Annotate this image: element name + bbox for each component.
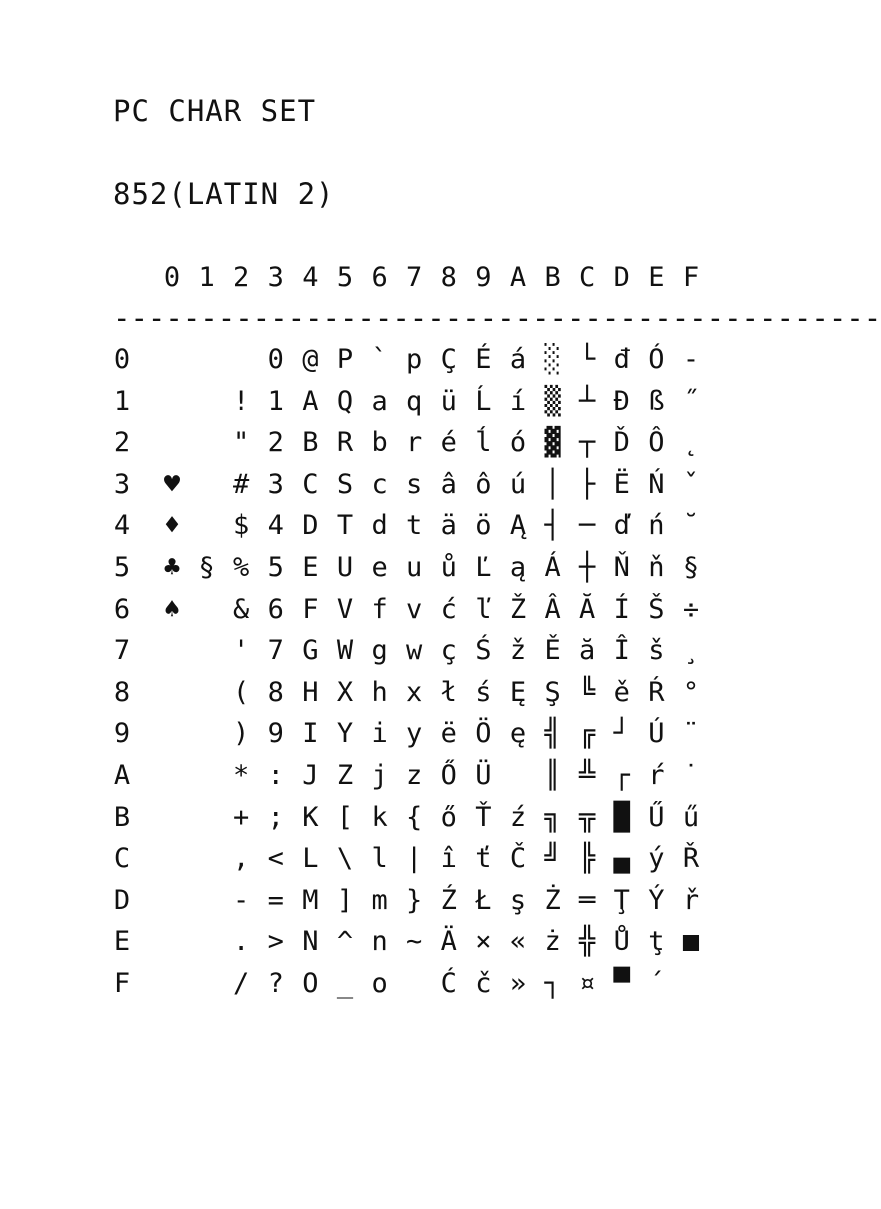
char-cell-1e xyxy=(190,923,224,961)
column-header-f: F xyxy=(682,262,700,293)
column-header-4: 4 xyxy=(302,262,319,293)
char-cell-06: ♠ xyxy=(163,593,181,625)
char-cell-97: Ś xyxy=(475,635,492,667)
char-cell-40: @ xyxy=(302,344,319,375)
char-cell-c1: ┴ xyxy=(579,385,596,417)
char-cell-aa xyxy=(501,757,535,795)
char-cell-47: G xyxy=(302,635,319,667)
char-cell-81: ü xyxy=(440,385,457,417)
char-cell-e1: ß xyxy=(648,385,665,417)
char-cell-6c: l xyxy=(371,843,388,875)
char-cell-0e xyxy=(155,923,189,961)
char-cell-e3: Ń xyxy=(648,468,665,500)
char-cell-69: i xyxy=(371,718,388,750)
char-cell-7b: { xyxy=(406,801,423,833)
char-cell-56: V xyxy=(336,593,354,625)
char-cell-61: a xyxy=(371,385,388,417)
char-cell-82: é xyxy=(440,427,457,459)
row-header-6: 6 xyxy=(113,593,131,625)
char-cell-0d xyxy=(155,882,189,920)
column-header-d: D xyxy=(613,262,630,293)
char-cell-d7: Î xyxy=(613,635,630,667)
char-cell-a6: Ž xyxy=(509,593,527,625)
char-cell-5e: ^ xyxy=(336,926,354,958)
char-cell-a0: á xyxy=(509,344,527,375)
char-cell-0b xyxy=(155,799,189,837)
char-cell-c8: ╚ xyxy=(579,676,596,708)
char-cell-b0: ░ xyxy=(544,344,561,375)
char-cell-34: 4 xyxy=(267,510,284,542)
char-cell-a4: Ą xyxy=(509,510,527,542)
char-cell-64: d xyxy=(371,510,388,542)
char-cell-f7: ¸ xyxy=(682,635,700,667)
char-cell-b7: Ě xyxy=(544,635,561,667)
char-cell-0c xyxy=(155,840,189,878)
row-header-f: F xyxy=(113,968,131,999)
char-cell-89: ë xyxy=(440,718,457,750)
char-cell-77: w xyxy=(406,635,423,667)
char-cell-bb: ╗ xyxy=(544,801,561,833)
column-header-2: 2 xyxy=(233,262,250,293)
char-cell-f0: - xyxy=(682,344,700,375)
char-cell-9e: × xyxy=(475,926,492,958)
char-cell-5a: Z xyxy=(336,760,354,791)
char-cell-c0: └ xyxy=(579,344,596,375)
char-cell-10 xyxy=(190,341,224,379)
char-cell-eb: Ű xyxy=(648,801,665,833)
char-cell-6d: m xyxy=(371,884,388,916)
column-header-b: B xyxy=(544,262,561,293)
char-cell-95: Ľ xyxy=(475,552,492,583)
char-cell-50: P xyxy=(336,344,354,375)
char-cell-05: ♣ xyxy=(163,552,181,583)
char-cell-4f: O xyxy=(302,968,319,999)
char-cell-86: ć xyxy=(440,593,457,625)
char-cell-78: x xyxy=(406,676,423,708)
char-cell-e0: Ó xyxy=(648,344,665,375)
dashed-divider: -------------------------------------------- xyxy=(113,301,881,335)
char-cell-19 xyxy=(190,715,224,753)
char-cell-88: ł xyxy=(440,676,457,708)
char-cell-29: ) xyxy=(233,718,250,750)
char-cell-6b: k xyxy=(371,801,388,833)
char-cell-1f xyxy=(190,965,224,1003)
char-cell-3e: > xyxy=(267,926,284,958)
char-cell-7a: z xyxy=(406,760,423,791)
char-cell-cd: ═ xyxy=(579,884,596,916)
column-header-a: A xyxy=(509,262,527,293)
char-cell-6a: j xyxy=(371,760,388,791)
char-cell-dd: Ţ xyxy=(613,884,630,916)
row-header-2: 2 xyxy=(113,427,131,459)
char-cell-23: # xyxy=(233,468,250,500)
char-cell-0a xyxy=(155,757,189,795)
char-cell-92: ĺ xyxy=(475,427,492,459)
row-header-c: C xyxy=(113,843,131,875)
char-cell-33: 3 xyxy=(267,468,284,500)
char-cell-27: ' xyxy=(233,635,250,667)
char-cell-7f xyxy=(397,965,431,1003)
char-cell-de: Ů xyxy=(613,926,630,958)
char-cell-f9: ¨ xyxy=(682,718,700,750)
char-cell-1a xyxy=(190,757,224,795)
char-cell-d1: Đ xyxy=(613,385,630,417)
char-cell-76: v xyxy=(406,593,423,625)
char-cell-af: » xyxy=(509,968,527,999)
char-cell-87: ç xyxy=(440,635,457,667)
char-cell-bf: ┐ xyxy=(544,968,561,999)
char-cell-91: Ĺ xyxy=(475,385,492,417)
char-cell-9b: Ť xyxy=(475,801,492,833)
char-cell-85: ů xyxy=(440,552,457,583)
char-cell-17 xyxy=(190,632,224,670)
char-cell-c2: ┬ xyxy=(579,427,596,459)
row-header-9: 9 xyxy=(113,718,131,750)
char-cell-b4: ┤ xyxy=(544,510,561,542)
char-cell-01 xyxy=(155,383,189,421)
char-cell-14 xyxy=(190,507,224,545)
char-cell-ab: ź xyxy=(509,801,527,833)
char-cell-ce: ╬ xyxy=(579,926,596,958)
char-cell-b8: Ş xyxy=(544,676,561,708)
row-header-8: 8 xyxy=(113,676,131,708)
char-cell-d4: ď xyxy=(613,510,630,542)
char-cell-8c: î xyxy=(440,843,457,875)
char-cell-b3: │ xyxy=(544,468,561,500)
char-cell-16 xyxy=(190,591,224,629)
char-cell-73: s xyxy=(406,468,423,500)
column-header-9: 9 xyxy=(475,262,492,293)
char-cell-46: F xyxy=(302,593,319,625)
char-cell-02 xyxy=(155,424,189,462)
char-cell-75: u xyxy=(406,552,423,583)
char-cell-70: p xyxy=(406,344,423,375)
char-cell-72: r xyxy=(406,427,423,459)
char-cell-ea: ŕ xyxy=(648,760,665,791)
char-cell-03: ♥ xyxy=(163,468,181,500)
char-cell-a7: ž xyxy=(509,635,527,667)
char-cell-51: Q xyxy=(336,385,354,417)
char-cell-f5: § xyxy=(682,552,700,583)
char-cell-39: 9 xyxy=(267,718,284,750)
char-cell-94: ö xyxy=(475,510,492,542)
char-cell-79: y xyxy=(406,718,423,750)
char-cell-2a: * xyxy=(233,760,250,791)
char-cell-04: ♦ xyxy=(163,510,181,542)
char-cell-a8: Ę xyxy=(509,676,527,708)
char-cell-3b: ; xyxy=(267,801,284,833)
column-header-c: C xyxy=(579,262,596,293)
char-cell-ca: ╩ xyxy=(579,760,596,791)
char-cell-2e: . xyxy=(233,926,250,958)
char-cell-fc: Ř xyxy=(682,843,700,875)
char-cell-bd: Ż xyxy=(544,884,561,916)
char-cell-b9: ╣ xyxy=(544,718,561,750)
char-cell-21: ! xyxy=(233,385,250,417)
char-cell-e2: Ô xyxy=(648,427,665,459)
char-cell-26: & xyxy=(233,593,250,625)
char-cell-e8: Ŕ xyxy=(648,676,665,708)
char-cell-f1: ˝ xyxy=(682,385,700,417)
char-cell-f8: ° xyxy=(682,676,700,708)
row-header-5: 5 xyxy=(113,552,131,583)
char-cell-74: t xyxy=(406,510,423,542)
char-cell-c7: ă xyxy=(579,635,596,667)
column-header-6: 6 xyxy=(371,262,388,293)
char-cell-4e: N xyxy=(302,926,319,958)
char-cell-2b: + xyxy=(233,801,250,833)
char-cell-9f: č xyxy=(475,968,492,999)
char-cell-4a: J xyxy=(302,760,319,791)
char-cell-07 xyxy=(155,632,189,670)
char-cell-d0: đ xyxy=(613,344,630,375)
char-cell-cc: ╠ xyxy=(579,843,596,875)
char-cell-52: R xyxy=(336,427,354,459)
char-cell-22: " xyxy=(233,427,250,459)
char-cell-b1: ▒ xyxy=(544,385,561,417)
column-header-0: 0 xyxy=(163,262,181,293)
char-cell-9a: Ü xyxy=(475,760,492,791)
char-cell-2d: - xyxy=(233,884,250,916)
char-cell-53: S xyxy=(336,468,354,500)
char-cell-d3: Ë xyxy=(613,468,630,500)
char-cell-e6: Š xyxy=(648,593,665,625)
char-cell-ac: Č xyxy=(509,843,527,875)
char-cell-fa: ˙ xyxy=(682,760,700,791)
char-cell-62: b xyxy=(371,427,388,459)
char-cell-be: ż xyxy=(544,926,561,958)
char-cell-ef: ´ xyxy=(648,968,665,999)
char-cell-7c: | xyxy=(406,843,423,875)
char-cell-8e: Ä xyxy=(440,926,457,958)
char-cell-f6: ÷ xyxy=(682,593,700,625)
char-cell-3d: = xyxy=(267,884,284,916)
char-cell-99: Ö xyxy=(475,718,492,750)
char-cell-fe: ■ xyxy=(682,926,700,958)
char-cell-4c: L xyxy=(302,843,319,875)
row-header-1: 1 xyxy=(113,385,131,417)
char-cell-67: g xyxy=(371,635,388,667)
row-header-4: 4 xyxy=(113,510,131,542)
char-cell-15: § xyxy=(198,552,215,583)
row-header-7: 7 xyxy=(113,635,131,667)
char-cell-b6: Â xyxy=(544,593,561,625)
char-cell-65: e xyxy=(371,552,388,583)
char-cell-36: 6 xyxy=(267,593,284,625)
char-cell-31: 1 xyxy=(267,385,284,417)
char-cell-18 xyxy=(190,674,224,712)
column-header-7: 7 xyxy=(406,262,423,293)
char-cell-e5: ň xyxy=(648,552,665,583)
char-cell-6e: n xyxy=(371,926,388,958)
char-cell-b5: Á xyxy=(544,552,561,583)
char-cell-13 xyxy=(190,466,224,504)
char-cell-83: â xyxy=(440,468,457,500)
char-cell-2f: / xyxy=(233,968,250,999)
char-cell-7e: ~ xyxy=(406,926,423,958)
char-cell-96: ľ xyxy=(475,593,492,625)
char-cell-37: 7 xyxy=(267,635,284,667)
char-cell-c6: Ă xyxy=(579,593,596,625)
char-cell-ed: Ý xyxy=(648,884,665,916)
char-cell-45: E xyxy=(302,552,319,583)
char-cell-d2: Ď xyxy=(613,427,630,459)
char-cell-59: Y xyxy=(336,718,354,750)
char-cell-84: ä xyxy=(440,510,457,542)
row-header-0: 0 xyxy=(113,344,131,375)
char-cell-57: W xyxy=(336,635,354,667)
char-cell-30: 0 xyxy=(267,344,284,375)
column-header-e: E xyxy=(648,262,665,293)
char-cell-7d: } xyxy=(406,884,423,916)
char-cell-5b: [ xyxy=(336,801,354,833)
char-cell-58: X xyxy=(336,676,354,708)
char-cell-d6: Í xyxy=(613,593,630,625)
char-cell-b2: ▓ xyxy=(544,427,561,459)
char-cell-42: B xyxy=(302,427,319,459)
char-cell-d8: ě xyxy=(613,676,630,708)
char-cell-44: D xyxy=(302,510,319,542)
char-cell-66: f xyxy=(371,593,388,625)
char-cell-43: C xyxy=(302,468,319,500)
char-cell-e4: ń xyxy=(648,510,665,542)
char-cell-32: 2 xyxy=(267,427,284,459)
char-cell-dc: ▄ xyxy=(613,843,630,875)
char-cell-68: h xyxy=(371,676,388,708)
char-cell-54: T xyxy=(336,510,354,542)
char-cell-ad: ş xyxy=(509,884,527,916)
char-cell-90: É xyxy=(475,344,492,375)
column-header-5: 5 xyxy=(336,262,354,293)
char-cell-a3: ú xyxy=(509,468,527,500)
column-header-1: 1 xyxy=(198,262,215,293)
char-cell-35: 5 xyxy=(267,552,284,583)
char-cell-df: ▀ xyxy=(613,968,630,999)
char-cell-4d: M xyxy=(302,884,319,916)
char-cell-a1: í xyxy=(509,385,527,417)
char-cell-9c: ť xyxy=(475,843,492,875)
char-cell-8a: Ő xyxy=(440,760,457,791)
char-cell-1b xyxy=(190,799,224,837)
char-cell-48: H xyxy=(302,676,319,708)
row-header-d: D xyxy=(113,884,131,916)
char-cell-a5: ą xyxy=(509,552,527,583)
char-cell-a2: ó xyxy=(509,427,527,459)
char-cell-28: ( xyxy=(233,676,250,708)
char-cell-f2: ˛ xyxy=(682,427,700,459)
char-cell-ee: ţ xyxy=(648,926,665,958)
char-cell-60: ` xyxy=(371,344,388,375)
char-cell-d9: ┘ xyxy=(613,718,630,750)
column-header-3: 3 xyxy=(267,262,284,293)
char-cell-d5: Ň xyxy=(613,552,630,583)
char-cell-41: A xyxy=(302,385,319,417)
char-cell-fb: ű xyxy=(682,801,700,833)
char-cell-20 xyxy=(224,341,258,379)
char-cell-71: q xyxy=(406,385,423,417)
char-cell-c5: ┼ xyxy=(579,552,596,583)
char-cell-63: c xyxy=(371,468,388,500)
char-cell-ff xyxy=(674,965,708,1003)
char-cell-f4: ˘ xyxy=(682,510,700,542)
char-cell-5d: ] xyxy=(336,884,354,916)
char-cell-c3: ├ xyxy=(579,468,596,500)
char-cell-1d xyxy=(190,882,224,920)
page-title: PC CHAR SET xyxy=(113,94,317,128)
char-cell-49: I xyxy=(302,718,319,750)
row-header-e: E xyxy=(113,926,131,958)
char-cell-e9: Ú xyxy=(648,718,665,750)
char-cell-98: ś xyxy=(475,676,492,708)
char-cell-f3: ˇ xyxy=(682,468,700,500)
char-cell-c9: ╔ xyxy=(579,718,596,750)
char-cell-09 xyxy=(155,715,189,753)
char-cell-e7: š xyxy=(648,635,665,667)
column-header-8: 8 xyxy=(440,262,457,293)
char-cell-4b: K xyxy=(302,801,319,833)
char-cell-38: 8 xyxy=(267,676,284,708)
char-cell-ae: « xyxy=(509,926,527,958)
char-cell-24: $ xyxy=(233,510,250,542)
char-cell-8d: Ź xyxy=(440,884,457,916)
char-cell-25: % xyxy=(233,552,250,583)
row-header-a: A xyxy=(113,760,131,791)
char-cell-cf: ¤ xyxy=(579,968,596,999)
char-cell-12 xyxy=(190,424,224,462)
char-cell-3c: < xyxy=(267,843,284,875)
char-cell-6f: o xyxy=(371,968,388,999)
char-cell-9d: Ł xyxy=(475,884,492,916)
code-page-subtitle: 852(LATIN 2) xyxy=(113,177,335,211)
row-header-3: 3 xyxy=(113,468,131,500)
char-cell-8f: Ć xyxy=(440,968,457,999)
char-cell-3f: ? xyxy=(267,968,284,999)
char-cell-8b: ő xyxy=(440,801,457,833)
char-cell-5c: \ xyxy=(336,843,354,875)
char-cell-ec: ý xyxy=(648,843,665,875)
char-cell-00 xyxy=(155,341,189,379)
char-cell-3a: : xyxy=(267,760,284,791)
char-cell-80: Ç xyxy=(440,344,457,375)
char-cell-ba: ║ xyxy=(544,760,561,791)
char-cell-db: █ xyxy=(613,801,630,833)
char-cell-1c xyxy=(190,840,224,878)
char-cell-0f xyxy=(155,965,189,1003)
row-header-b: B xyxy=(113,801,131,833)
char-cell-da: ┌ xyxy=(613,760,630,791)
char-cell-a9: ę xyxy=(509,718,527,750)
char-cell-cb: ╦ xyxy=(579,801,596,833)
char-cell-bc: ╝ xyxy=(544,843,561,875)
char-cell-93: ô xyxy=(475,468,492,500)
char-cell-2c: , xyxy=(233,843,250,875)
char-cell-fd: ř xyxy=(682,884,700,916)
char-cell-55: U xyxy=(336,552,354,583)
char-cell-11 xyxy=(190,383,224,421)
char-cell-5f: _ xyxy=(336,968,354,999)
char-cell-08 xyxy=(155,674,189,712)
char-cell-c4: ─ xyxy=(579,510,596,542)
